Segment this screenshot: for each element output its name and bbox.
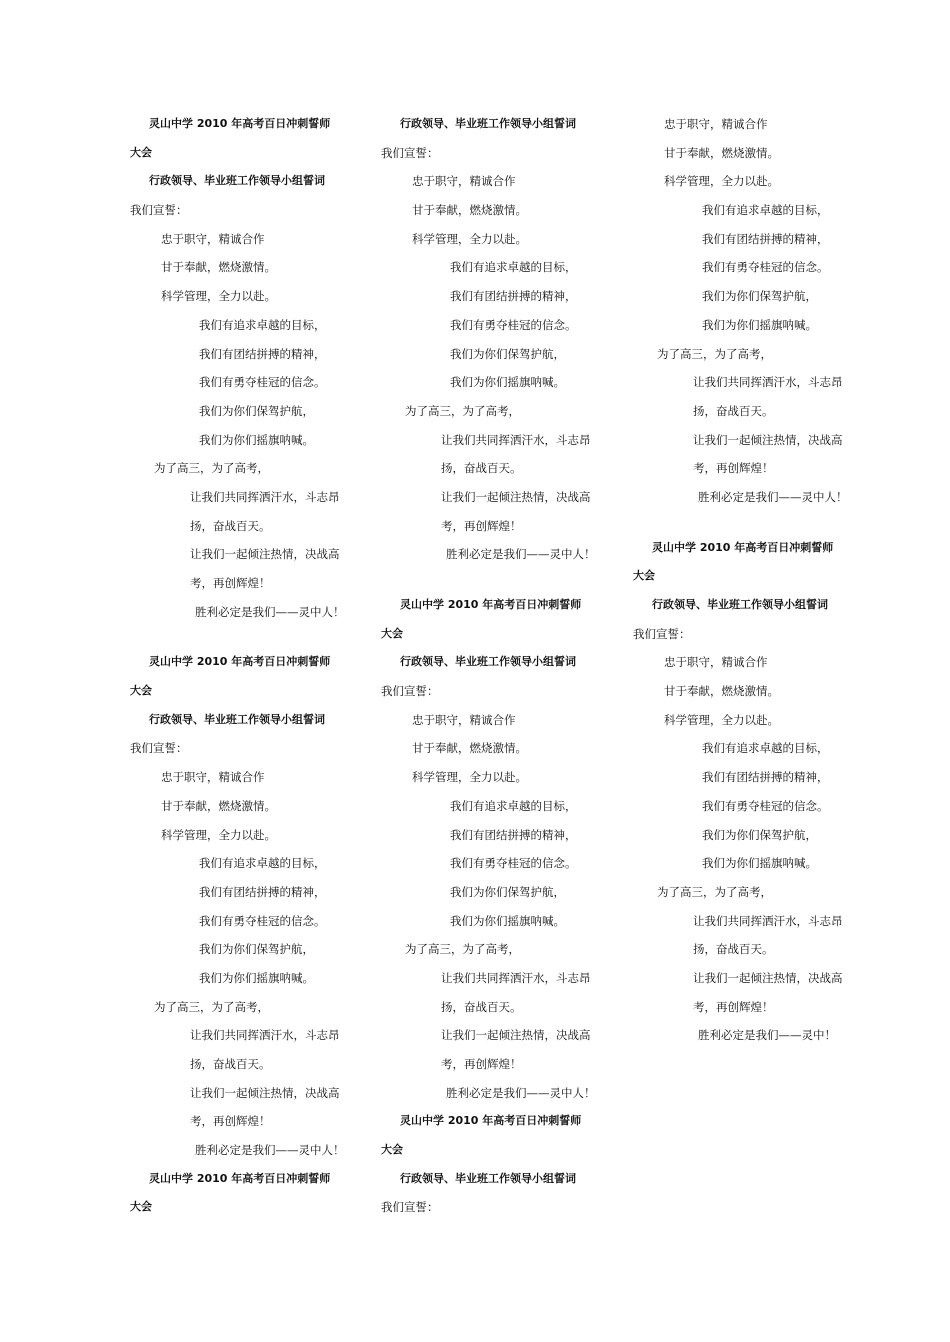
doc-subtitle: 行政领导、毕业班工作领导小组誓词 — [149, 174, 325, 188]
doc-subtitle: 行政领导、毕业班工作领导小组誓词 — [652, 598, 828, 611]
sweat-line-cont: 扬，奋战百天。 — [190, 1057, 271, 1071]
pledge-line: 我们有团结拼搏的精神， — [450, 289, 577, 304]
vow-line: 忠于职守，精诚合作 — [161, 770, 265, 785]
pledge-line: 我们有勇夺桂冠的信念。 — [199, 913, 326, 928]
sweat-line-cont: 扬，奋战百天。 — [441, 461, 522, 476]
for-line: 为了高三，为了高考， — [405, 942, 520, 957]
pledge-line: 我们有追求卓越的目标， — [199, 856, 326, 871]
doc-title-cont: 大会 — [381, 626, 403, 640]
pledge-line: 我们有勇夺桂冠的信念。 — [450, 317, 577, 332]
doc-title-cont: 大会 — [633, 569, 655, 583]
sweat-line: 让我们共同挥洒汗水，斗志昂 — [190, 489, 340, 504]
victory-line: 胜利必定是我们——灵中人！ — [195, 604, 345, 619]
passion-line: 让我们一起倾注热情，决战高 — [693, 432, 843, 447]
sweat-line: 让我们共同挥洒汗水，斗志昂 — [441, 970, 591, 985]
sweat-line-cont: 扬，奋战百天。 — [693, 403, 774, 418]
pledge-line: 我们为你们摇旗呐喊。 — [450, 913, 565, 928]
column-2 — [381, 110, 599, 1222]
pledge-line: 我们有勇夺桂冠的信念。 — [702, 798, 829, 813]
victory-line: 胜利必定是我们——灵中人！ — [698, 489, 848, 504]
for-line: 为了高三，为了高考， — [154, 461, 269, 476]
doc-title: 灵山中学 2010 年高考百日冲刺誓师 — [400, 1114, 582, 1128]
pledge-line: 我们有追求卓越的目标， — [702, 203, 829, 218]
pledge-line: 我们为你们保驾护航， — [702, 289, 817, 304]
pledge-line: 我们有勇夺桂冠的信念。 — [702, 260, 829, 275]
passion-line-cont: 考，再创辉煌！ — [441, 518, 522, 533]
sweat-line-cont: 扬，奋战百天。 — [693, 942, 774, 957]
pledge-line: 我们有勇夺桂冠的信念。 — [199, 375, 326, 390]
pledge-line: 我们有团结拼搏的精神， — [450, 827, 577, 842]
doc-subtitle: 行政领导、毕业班工作领导小组誓词 — [400, 1171, 576, 1185]
for-line: 为了高三，为了高考， — [154, 999, 269, 1014]
vow-intro: 我们宣誓： — [130, 741, 188, 756]
for-line: 为了高三，为了高考， — [405, 403, 520, 418]
vow-line: 忠于职守，精诚合作 — [664, 117, 768, 131]
doc-title-cont: 大会 — [130, 145, 152, 159]
vow-line: 科学管理，全力以赴。 — [664, 174, 779, 189]
for-line: 为了高三，为了高考， — [657, 346, 772, 361]
pledge-line: 我们有团结拼搏的精神， — [702, 231, 829, 246]
vow-line: 忠于职守，精诚合作 — [161, 231, 265, 246]
vow-line: 甘于奉献，燃烧激情。 — [161, 260, 276, 275]
vow-intro: 我们宣誓： — [633, 626, 691, 641]
passion-line-cont: 考，再创辉煌！ — [190, 576, 271, 590]
doc-title: 灵山中学 2010 年高考百日冲刺誓师 — [149, 655, 331, 669]
doc-subtitle: 行政领导、毕业班工作领导小组誓词 — [400, 117, 576, 130]
vow-line: 科学管理，全力以赴。 — [412, 231, 527, 246]
sweat-line-cont: 扬，奋战百天。 — [190, 518, 271, 533]
vow-line: 甘于奉献，燃烧激情。 — [664, 684, 779, 699]
for-line: 为了高三，为了高考， — [657, 884, 772, 899]
passion-line-cont: 考，再创辉煌！ — [190, 1114, 271, 1129]
vow-line: 甘于奉献，燃烧激情。 — [664, 145, 779, 160]
passion-line: 让我们一起倾注热情，决战高 — [441, 489, 591, 504]
doc-title: 灵山中学 2010 年高考百日冲刺誓师 — [652, 540, 834, 554]
vow-line: 科学管理，全力以赴。 — [161, 827, 276, 842]
vow-intro: 我们宣誓： — [381, 684, 439, 699]
sweat-line-cont: 扬，奋战百天。 — [441, 999, 522, 1014]
doc-title: 灵山中学 2010 年高考百日冲刺誓师 — [400, 598, 582, 611]
victory-line: 胜利必定是我们——灵中人！ — [446, 1085, 596, 1100]
vow-line: 科学管理，全力以赴。 — [161, 289, 276, 304]
vow-line: 忠于职守，精诚合作 — [412, 174, 516, 189]
passion-line-cont: 考，再创辉煌！ — [441, 1057, 522, 1071]
pledge-line: 我们有追求卓越的目标， — [450, 260, 577, 275]
vow-intro: 我们宣誓： — [130, 203, 188, 218]
vow-line: 忠于职守，精诚合作 — [412, 712, 516, 727]
vow-line: 忠于职守，精诚合作 — [664, 655, 768, 670]
doc-title-cont: 大会 — [130, 1200, 152, 1214]
vow-line: 科学管理，全力以赴。 — [412, 770, 527, 785]
pledge-line: 我们有追求卓越的目标， — [199, 317, 326, 332]
column-3 — [633, 110, 851, 1050]
pledge-line: 我们为你们保驾护航， — [450, 884, 565, 899]
pledge-line: 我们为你们摇旗呐喊。 — [450, 375, 565, 390]
pledge-line: 我们为你们摇旗呐喊。 — [199, 970, 314, 985]
pledge-line: 我们有团结拼搏的精神， — [199, 884, 326, 899]
pledge-line: 我们为你们保驾护航， — [199, 403, 314, 418]
passion-line: 让我们一起倾注热情，决战高 — [441, 1028, 591, 1043]
column-1 — [130, 110, 348, 1222]
sweat-line: 让我们共同挥洒汗水，斗志昂 — [190, 1028, 340, 1043]
vow-line: 甘于奉献，燃烧激情。 — [412, 741, 527, 756]
victory-line: 胜利必定是我们——灵中人！ — [446, 547, 596, 562]
doc-title-cont: 大会 — [130, 684, 152, 698]
passion-line-cont: 考，再创辉煌！ — [693, 461, 774, 476]
pledge-line: 我们有团结拼搏的精神， — [199, 346, 326, 361]
pledge-line: 我们为你们保驾护航， — [199, 942, 314, 957]
vow-intro: 我们宣誓： — [381, 1200, 439, 1215]
passion-line: 让我们一起倾注热情，决战高 — [693, 970, 843, 985]
pledge-line: 我们为你们摇旗呐喊。 — [702, 317, 817, 332]
passion-line-cont: 考，再创辉煌！ — [693, 999, 774, 1014]
doc-subtitle: 行政领导、毕业班工作领导小组誓词 — [149, 712, 325, 726]
doc-title: 灵山中学 2010 年高考百日冲刺誓师 — [149, 117, 331, 130]
vow-line: 甘于奉献，燃烧激情。 — [161, 798, 276, 813]
pledge-line: 我们有追求卓越的目标， — [450, 798, 577, 813]
pledge-line: 我们有追求卓越的目标， — [702, 741, 829, 756]
doc-title-cont: 大会 — [381, 1143, 403, 1157]
sweat-line: 让我们共同挥洒汗水，斗志昂 — [693, 375, 843, 390]
vow-intro: 我们宣誓： — [381, 145, 439, 160]
victory-line-last: 胜利必定是我们——灵中！ — [698, 1028, 836, 1043]
pledge-line: 我们为你们摇旗呐喊。 — [702, 856, 817, 871]
pledge-line: 我们有勇夺桂冠的信念。 — [450, 856, 577, 871]
sweat-line: 让我们共同挥洒汗水，斗志昂 — [441, 432, 591, 447]
victory-line: 胜利必定是我们——灵中人！ — [195, 1143, 345, 1158]
vow-line: 科学管理，全力以赴。 — [664, 712, 779, 727]
vow-line: 甘于奉献，燃烧激情。 — [412, 203, 527, 218]
passion-line: 让我们一起倾注热情，决战高 — [190, 1085, 340, 1100]
doc-title: 灵山中学 2010 年高考百日冲刺誓师 — [149, 1171, 331, 1185]
sweat-line: 让我们共同挥洒汗水，斗志昂 — [693, 913, 843, 928]
pledge-line: 我们为你们保驾护航， — [450, 346, 565, 361]
pledge-line: 我们为你们摇旗呐喊。 — [199, 432, 314, 447]
doc-subtitle: 行政领导、毕业班工作领导小组誓词 — [400, 655, 576, 669]
pledge-line: 我们为你们保驾护航， — [702, 827, 817, 842]
pledge-line: 我们有团结拼搏的精神， — [702, 770, 829, 785]
passion-line: 让我们一起倾注热情，决战高 — [190, 547, 340, 562]
